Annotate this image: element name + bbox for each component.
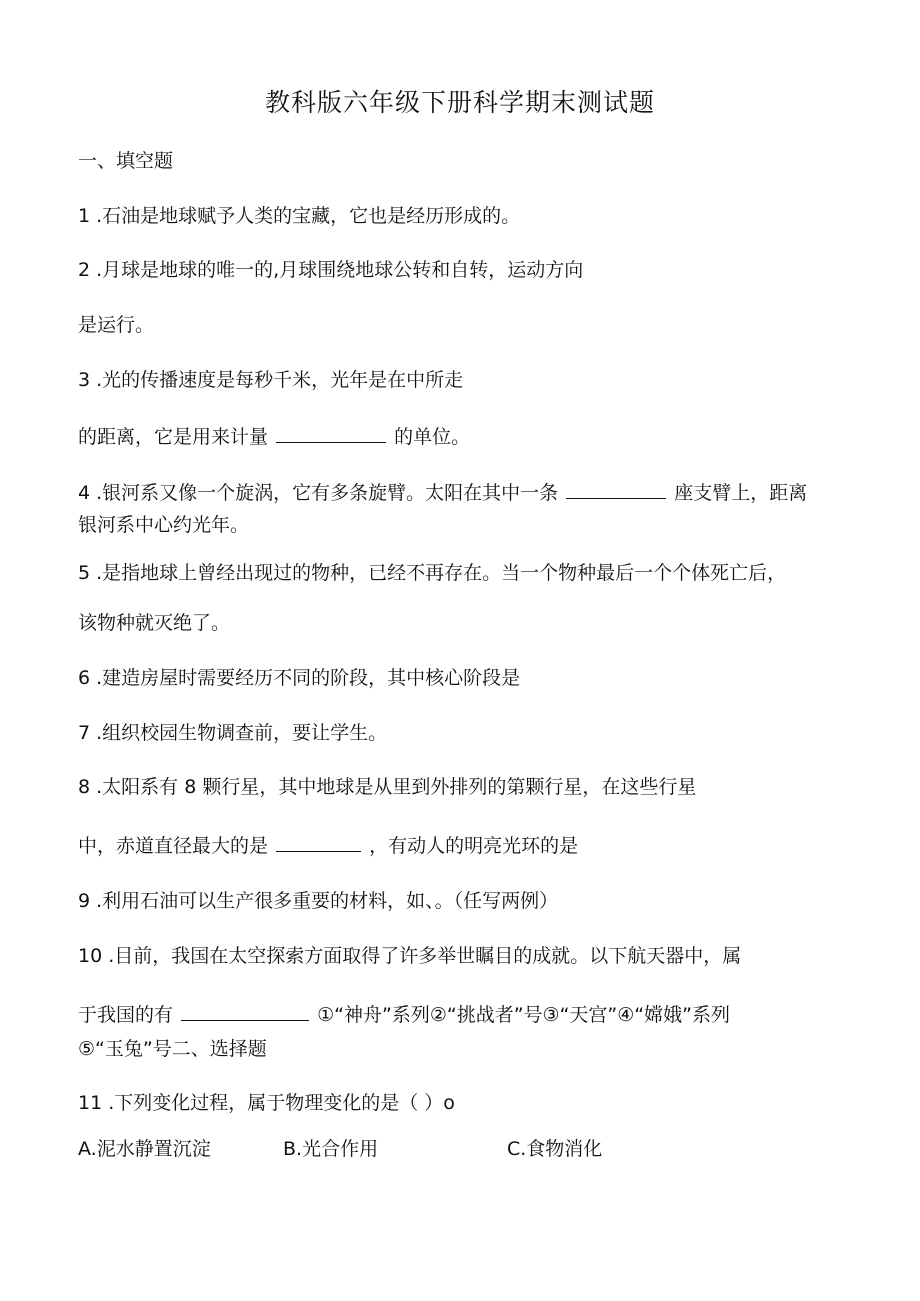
question-10-options: ①“神舟”系列②“挑战者”号③“天宫”④“嫦娥”系列 (317, 1004, 730, 1026)
question-7: 7 .组织校园生物调查前，要让学生。 (78, 722, 388, 744)
question-8-text-before-blank: 中，赤道直径最大的是 (78, 835, 269, 857)
question-10-line-1: 10 .目前，我国在太空探索方面取得了许多举世瞩目的成就。以下航天器中，属 (78, 945, 742, 967)
question-8-text-after-blank: ，有动人的明亮光环的是 (369, 835, 579, 857)
question-5-line-2: 该物种就灭绝了。 (78, 612, 231, 634)
question-4-line-2: 银河系中心约光年。 (78, 514, 250, 536)
question-11-option-b: B.光合作用 (283, 1138, 379, 1160)
question-5-line-1: 5 .是指地球上曾经出现过的物种，已经不再存在。当一个物种最后一个个体死亡后， (78, 562, 787, 584)
question-8-line-1: 8 .太阳系有 8 颗行星，其中地球是从里到外排列的第颗行星，在这些行星 (78, 776, 697, 798)
answer-blank (181, 1002, 309, 1021)
answer-blank (566, 480, 666, 499)
question-11: 11 .下列变化过程，属于物理变化的是（ ）o (78, 1092, 455, 1114)
answer-blank (276, 833, 361, 852)
question-2-line-2: 是运行。 (78, 314, 155, 336)
question-3-line-2 (78, 424, 470, 450)
question-8-line-2 (78, 833, 578, 859)
question-9: 9 .利用石油可以生产很多重要的材料，如、。（任写两例） (78, 890, 559, 912)
question-4-text-after-blank: 座支臂上，距离 (674, 482, 808, 504)
section-heading-fill-in: 一、填空题 (78, 150, 174, 172)
question-3-text-after-blank: 的单位。 (394, 426, 471, 448)
page-title: 教科版六年级下册科学期末测试题 (264, 88, 655, 117)
answer-blank (276, 424, 386, 443)
question-10-line-3: ⑤“玉兔”号二、选择题 (78, 1038, 267, 1060)
question-10-text-before-blank: 于我国的有 (78, 1004, 174, 1026)
question-4-text-before-blank: 4 .银河系又像一个旋涡，它有多条旋臂。太阳在其中一条 (78, 482, 559, 504)
question-3-text-before-blank: 的距离，它是用来计量 (78, 426, 269, 448)
question-2-line-1: 2 .月球是地球的唯一的,月球围绕地球公转和自转，运动方向 (78, 259, 584, 281)
question-3-line-1: 3 .光的传播速度是每秒千米，光年是在中所走 (78, 369, 464, 391)
question-10-line-2 (78, 1002, 730, 1028)
question-4-line-1 (78, 480, 807, 506)
question-6: 6 .建造房屋时需要经历不同的阶段，其中核心阶段是 (78, 667, 521, 689)
question-1: 1 .石油是地球赋予人类的宝藏，它也是经历形成的。 (78, 205, 521, 227)
question-11-option-c: C.食物消化 (507, 1138, 603, 1160)
question-11-option-a: A.泥水静置沉淀 (78, 1138, 211, 1160)
